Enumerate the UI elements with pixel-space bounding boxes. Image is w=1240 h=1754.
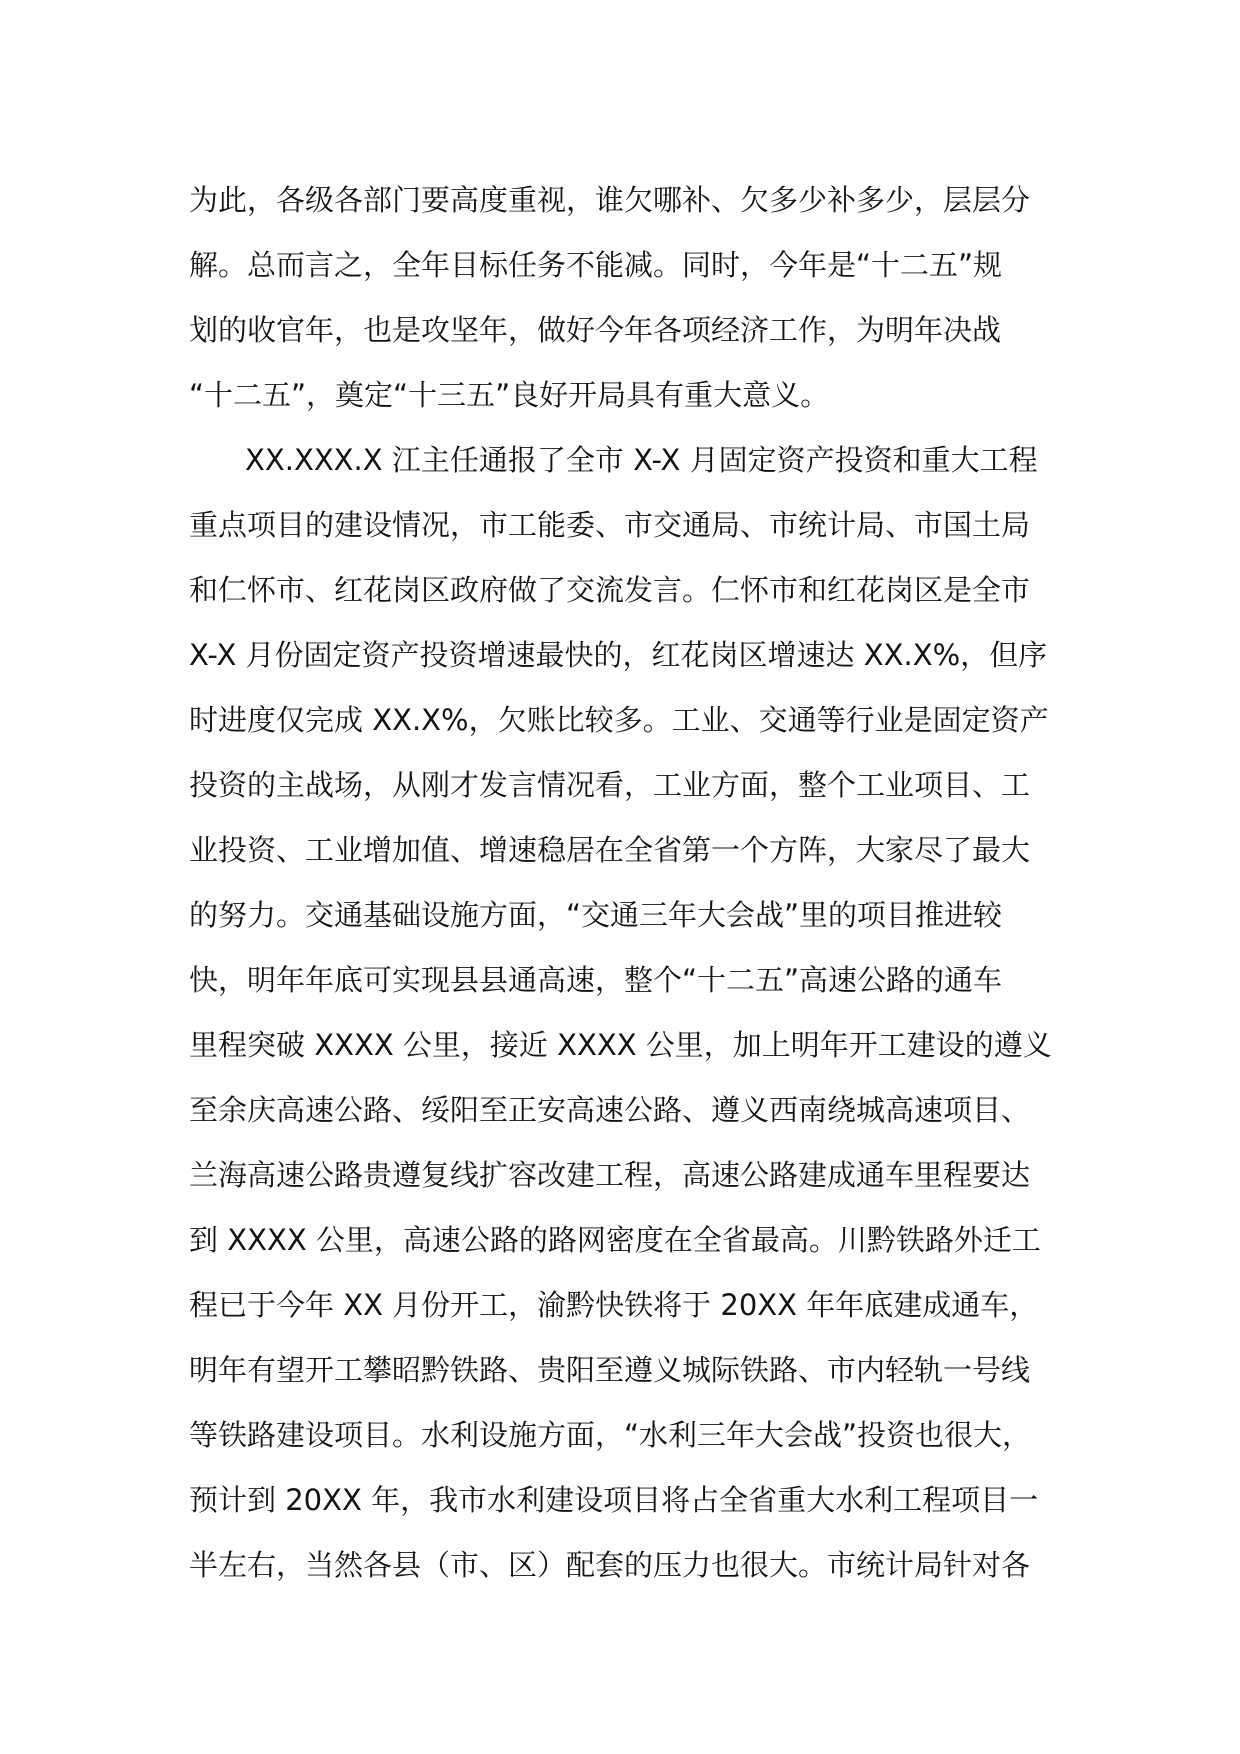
text-line: 的努力。交通基础设施方面，“交通三年大会战”里的项目推进较 (189, 898, 1003, 932)
text-line: 和仁怀市、红花岗区政府做了交流发言。仁怀市和红花岗区是全市 (189, 573, 1031, 607)
text-line: 至余庆高速公路、绥阳至正安高速公路、遵义西南绕城高速项目、 (189, 1093, 1031, 1127)
text-line: 预计到 20XX 年，我市水利建设项目将占全省重大水利工程项目一 (189, 1483, 1039, 1517)
text-line: 明年有望开工攀昭黔铁路、贵阳至遵义城际铁路、市内轻轨一号线 (189, 1353, 1031, 1387)
paragraph-first-line: XX.XXX.X 江主任通报了全市 X-X 月固定资产投资和重大工程 (245, 443, 1038, 477)
text-line: X-X 月份固定资产投资增速最快的，红花岗区增速达 XX.X%，但序 (189, 638, 1048, 672)
text-line: 解。总而言之，全年目标任务不能减。同时，今年是“十二五”规 (189, 248, 1003, 282)
text-line: 为此，各级各部门要高度重视，谁欠哪补、欠多少补多少，层层分 (189, 183, 1031, 217)
text-line: 等铁路建设项目。水利设施方面，“水利三年大会战”投资也很大， (189, 1418, 1032, 1452)
text-line: 投资的主战场，从刚才发言情况看，工业方面，整个工业项目、工 (189, 768, 1031, 802)
text-line: 里程突破 XXXX 公里，接近 XXXX 公里，加上明年开工建设的遵义 (189, 1028, 1052, 1062)
text-line: 业投资、工业增加值、增速稳居在全省第一个方阵，大家尽了最大 (189, 833, 1031, 867)
text-line: 兰海高速公路贵遵复线扩容改建工程，高速公路建成通车里程要达 (189, 1158, 1031, 1192)
text-line: 划的收官年，也是攻坚年，做好今年各项经济工作，为明年决战 (189, 313, 1002, 347)
text-line: 半左右，当然各县（市、区）配套的压力也很大。市统计局针对各 (189, 1548, 1031, 1582)
text-line: 快，明年年底可实现县县通高速，整个“十二五”高速公路的通车 (189, 963, 1003, 997)
document-body (189, 168, 1089, 1598)
text-line: 时进度仅完成 XX.X%，欠账比较多。工业、交通等行业是固定资产 (189, 703, 1049, 737)
text-line: 程已于今年 XX 月份开工，渝黔快铁将于 20XX 年年底建成通车， (189, 1288, 1039, 1322)
text-line: “十二五”，奠定“十三五”良好开局具有重大意义。 (189, 378, 830, 412)
text-line: 重点项目的建设情况，市工能委、市交通局、市统计局、市国土局 (189, 508, 1031, 542)
text-line: 到 XXXX 公里，高速公路的路网密度在全省最高。川黔铁路外迁工 (189, 1223, 1041, 1257)
